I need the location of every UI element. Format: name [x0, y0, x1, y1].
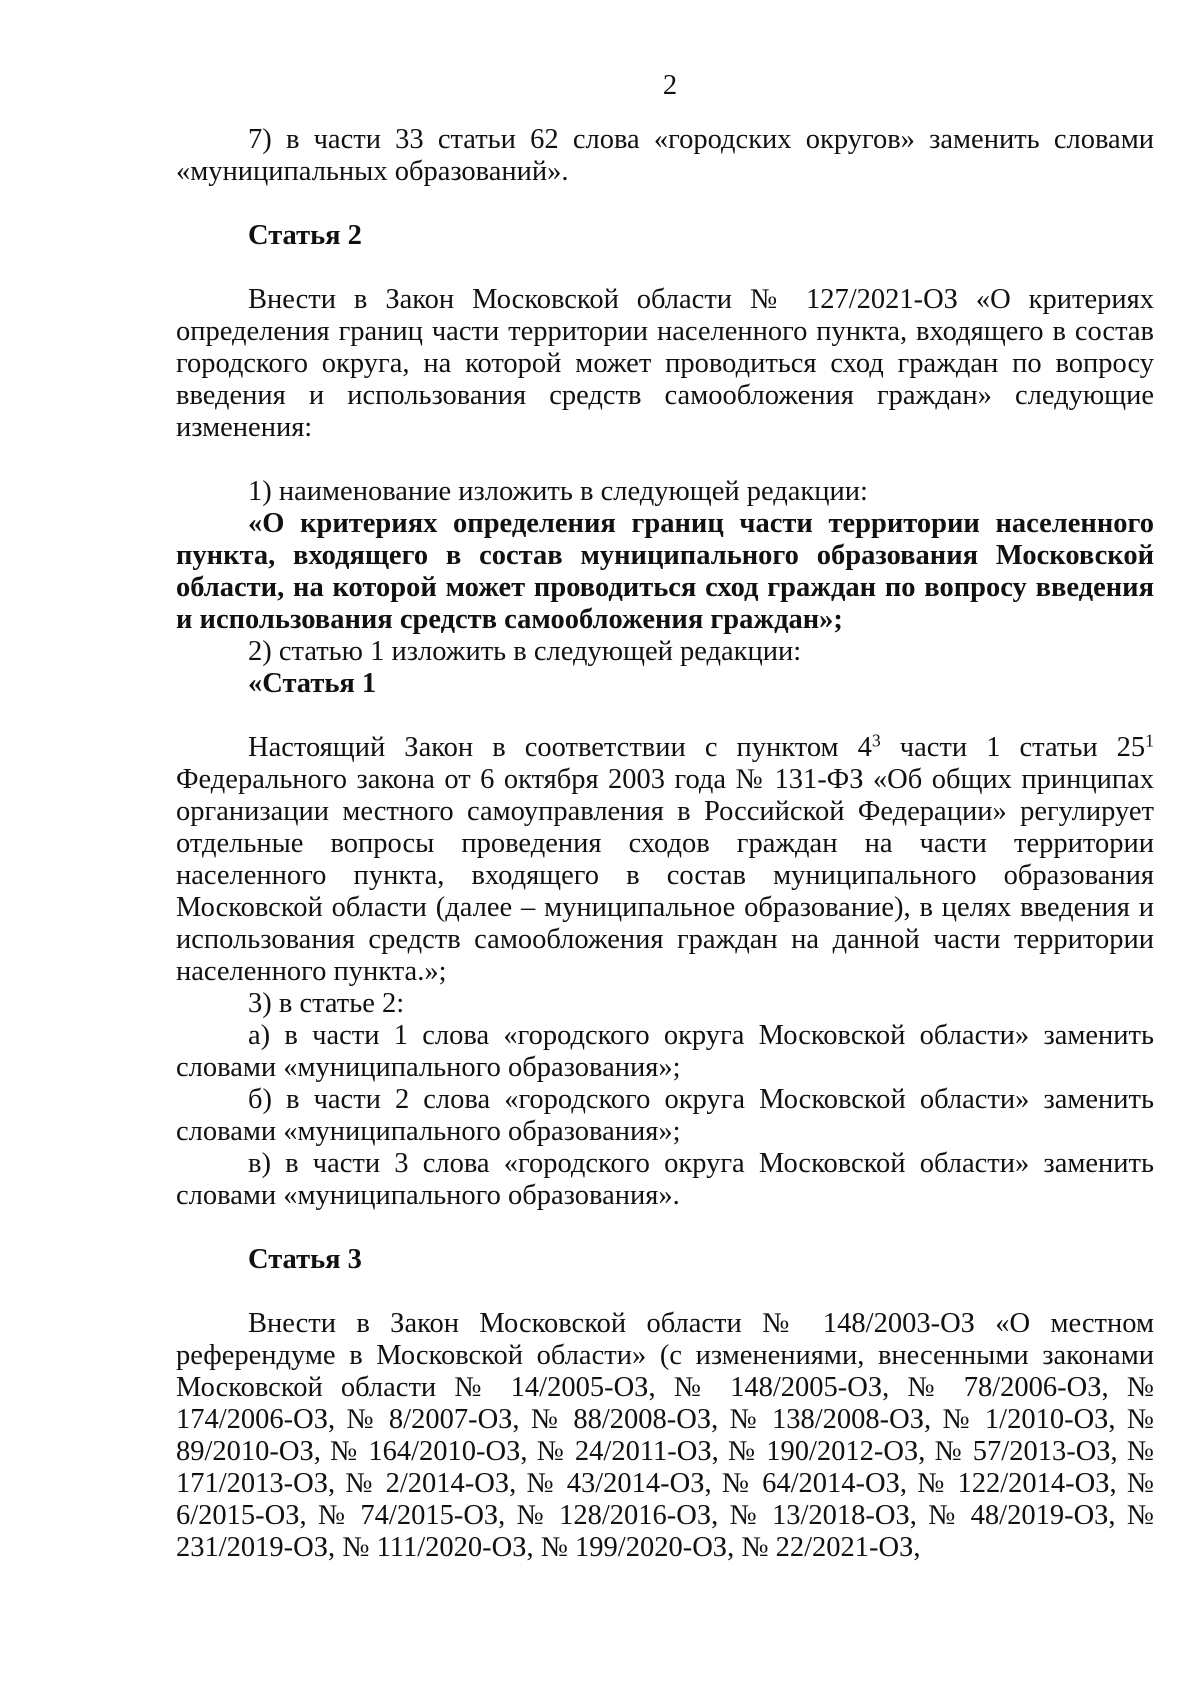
paragraph-art3-intro: Внести в Закон Московской области № 148/2003-ОЗ «О местном референдуме в Московской области» (с изменениями, внесенными законами Московской области № 14/2005-ОЗ, № 148/2005-ОЗ, № 78/2006-ОЗ, № 174/2006-ОЗ, № 8/2007-ОЗ, № 88/2008-ОЗ, № 138/2008-ОЗ, № 1/2010-ОЗ, № 89/2010-ОЗ, № 164/2010-ОЗ, № 24/2011-ОЗ, № 190/2012-ОЗ, № 57/2013-ОЗ, № 171/2013-ОЗ, № 2/2014-ОЗ, № 43/2014-ОЗ, № 64/2014-ОЗ, № 122/2014-ОЗ, № 6/2015-ОЗ, № 74/2015-ОЗ, № 128/2016-ОЗ, № 13/2018-ОЗ, № 48/2019-ОЗ, № 231/2019-ОЗ, № 111/2020-ОЗ, № 199/2020-ОЗ, № 22/2021-ОЗ,: [176, 1308, 1154, 1563]
page-number: 2: [662, 70, 678, 101]
paragraph-item3c: в) в части 3 слова «городского округа Московской области» заменить словами «муниципального образования».: [176, 1148, 1154, 1211]
paragraph-art1-item7: 7) в части 33 статьи 62 слова «городских округов» заменить словами «муниципальных образований».: [176, 124, 1154, 187]
paragraph-new-title: «О критериях определения границ части территории населенного пункта, входящего в состав муниципального образования Московской области, на которой может проводиться сход граждан по вопросу введения и использования средств самообложения граждан»;: [176, 508, 1154, 635]
paragraph-item2: 2) статью 1 изложить в следующей редакции:: [248, 636, 802, 667]
paragraph-item3a: а) в части 1 слова «городского округа Московской области» заменить словами «муниципального образования»;: [176, 1020, 1154, 1083]
paragraph-art2-intro: Внести в Закон Московской области № 127/2021-ОЗ «О критериях определения границ части территории населенного пункта, входящего в состав городского округа, на которой может проводиться сход граждан по вопросу введения и использования средств самообложения граждан» следующие изменения:: [176, 284, 1154, 443]
article-2-heading: Статья 2: [248, 220, 362, 251]
quoted-article-1-heading: «Статья 1: [248, 668, 377, 699]
paragraph-item3: 3) в статье 2:: [248, 988, 405, 1019]
document-page: [176, 70, 1154, 1564]
paragraph-item3b: б) в части 2 слова «городского округа Московской области» заменить словами «муниципального образования»;: [176, 1084, 1154, 1147]
paragraph-item1: 1) наименование изложить в следующей редакции:: [248, 476, 868, 507]
article-3-heading: Статья 3: [248, 1244, 362, 1275]
paragraph-article1-text: Настоящий Закон в соответствии с пунктом $4^3$ части 1 статьи $25^1$ Федерального закона от 6 октября 2003 года № 131-ФЗ «Об общих принципах организации местного самоуправления в Российской Федерации» регулирует отдельные вопросы проведения сходов граждан на части территории населенного пункта, входящего в состав муниципального образования Московской области (далее – муниципальное образование), в целях введения и использования средств самообложения граждан на данной части территории населенного пункта.»;: [176, 730, 1154, 987]
